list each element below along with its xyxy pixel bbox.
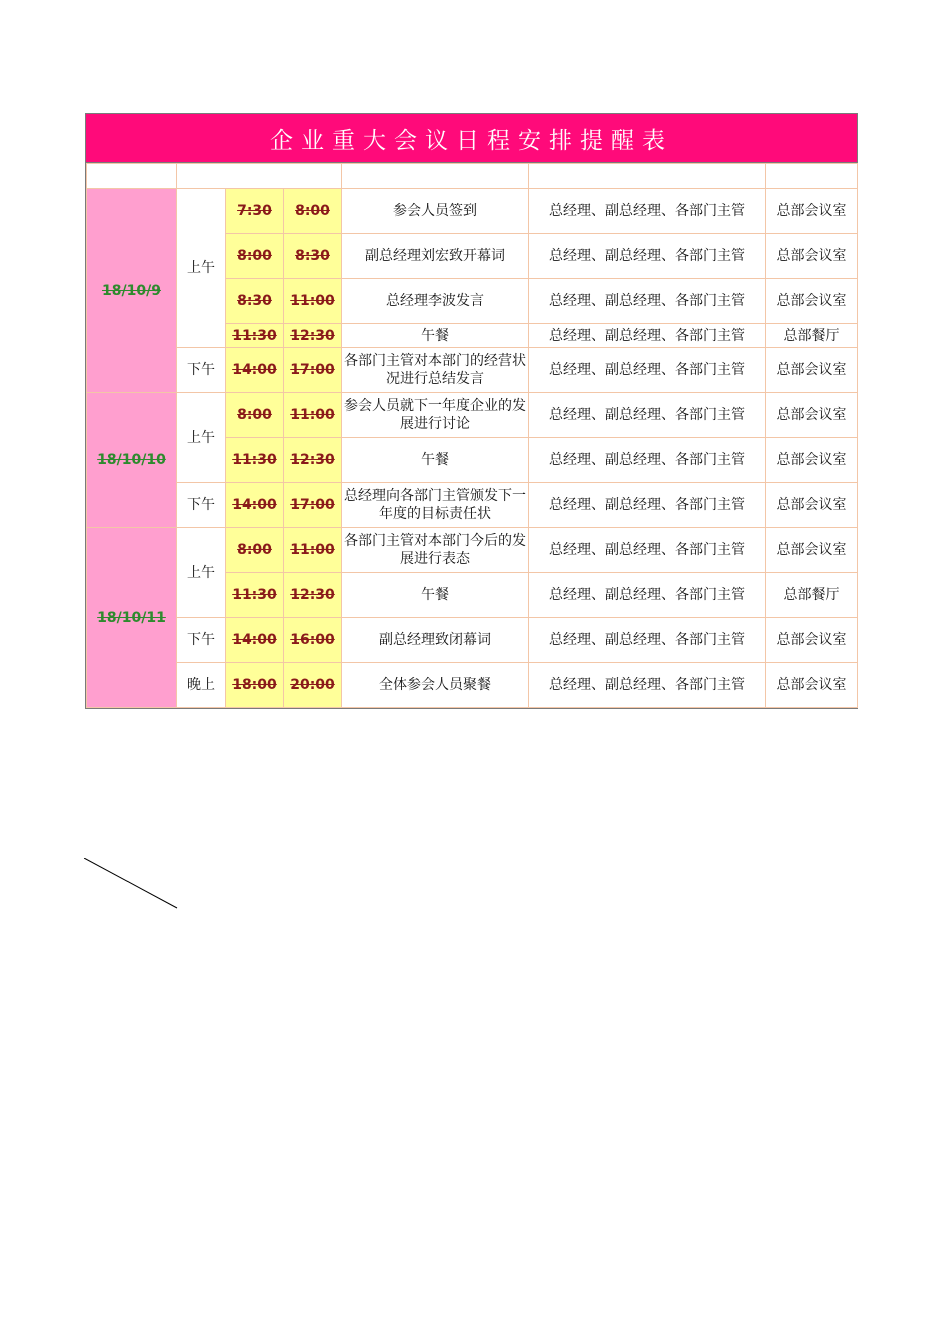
location-cell: 总部会议室 — [766, 348, 858, 393]
start-time-cell: 8:00 — [226, 234, 284, 279]
attendees-cell: 总经理、副总经理、各部门主管 — [529, 618, 766, 663]
content-cell: 总经理向各部门主管颁发下一年度的目标责任状 — [342, 483, 529, 528]
header-cell-location — [766, 164, 858, 189]
attendees-cell: 总经理、副总经理、各部门主管 — [529, 189, 766, 234]
sheet-title: 企业重大会议日程安排提醒表 — [86, 114, 857, 163]
start-time-cell: 18:00 — [226, 663, 284, 708]
attendees-cell: 总经理、副总经理、各部门主管 — [529, 573, 766, 618]
end-time-cell: 11:00 — [284, 393, 342, 438]
end-time-cell: 8:30 — [284, 234, 342, 279]
end-time-cell: 16:00 — [284, 618, 342, 663]
content-cell: 总经理李波发言 — [342, 279, 529, 324]
location-cell: 总部会议室 — [766, 438, 858, 483]
location-cell: 总部会议室 — [766, 528, 858, 573]
period-cell: 下午 — [177, 348, 226, 393]
content-cell: 副总经理致闭幕词 — [342, 618, 529, 663]
end-time-cell: 8:00 — [284, 189, 342, 234]
header-row — [87, 164, 858, 189]
attendees-cell: 总经理、副总经理、各部门主管 — [529, 483, 766, 528]
content-cell: 午餐 — [342, 324, 529, 348]
content-cell: 副总经理刘宏致开幕词 — [342, 234, 529, 279]
schedule-sheet — [85, 113, 858, 709]
content-cell: 参会人员就下一年度企业的发展进行讨论 — [342, 393, 529, 438]
schedule-row — [87, 189, 858, 234]
schedule-body — [87, 164, 858, 708]
location-cell: 总部会议室 — [766, 189, 858, 234]
period-cell: 下午 — [177, 483, 226, 528]
end-time-cell: 20:00 — [284, 663, 342, 708]
end-time-cell: 11:00 — [284, 279, 342, 324]
content-cell: 各部门主管对本部门今后的发展进行表态 — [342, 528, 529, 573]
diagonal-line — [84, 858, 180, 910]
period-cell: 上午 — [177, 189, 226, 348]
date-cell: 18/10/10 — [87, 393, 177, 528]
location-cell: 总部会议室 — [766, 663, 858, 708]
date-cell: 18/10/9 — [87, 189, 177, 393]
date-cell: 18/10/11 — [87, 528, 177, 708]
schedule-row — [87, 663, 858, 708]
schedule-row — [87, 528, 858, 573]
end-time-cell: 17:00 — [284, 348, 342, 393]
attendees-cell: 总经理、副总经理、各部门主管 — [529, 663, 766, 708]
start-time-cell: 8:00 — [226, 393, 284, 438]
period-cell: 上午 — [177, 393, 226, 483]
header-cell-time — [177, 164, 342, 189]
start-time-cell: 11:30 — [226, 438, 284, 483]
location-cell: 总部会议室 — [766, 393, 858, 438]
location-cell: 总部会议室 — [766, 483, 858, 528]
start-time-cell: 8:00 — [226, 528, 284, 573]
start-time-cell: 14:00 — [226, 483, 284, 528]
attendees-cell: 总经理、副总经理、各部门主管 — [529, 348, 766, 393]
attendees-cell: 总经理、副总经理、各部门主管 — [529, 234, 766, 279]
end-time-cell: 12:30 — [284, 573, 342, 618]
end-time-cell: 17:00 — [284, 483, 342, 528]
location-cell: 总部餐厅 — [766, 324, 858, 348]
schedule-row — [87, 393, 858, 438]
start-time-cell: 11:30 — [226, 573, 284, 618]
content-cell: 全体参会人员聚餐 — [342, 663, 529, 708]
start-time-cell: 14:00 — [226, 348, 284, 393]
start-time-cell: 14:00 — [226, 618, 284, 663]
attendees-cell: 总经理、副总经理、各部门主管 — [529, 324, 766, 348]
content-cell: 午餐 — [342, 573, 529, 618]
content-cell: 参会人员签到 — [342, 189, 529, 234]
location-cell: 总部会议室 — [766, 279, 858, 324]
attendees-cell: 总经理、副总经理、各部门主管 — [529, 438, 766, 483]
schedule-row — [87, 618, 858, 663]
content-cell: 午餐 — [342, 438, 529, 483]
location-cell: 总部会议室 — [766, 618, 858, 663]
attendees-cell: 总经理、副总经理、各部门主管 — [529, 279, 766, 324]
period-cell: 上午 — [177, 528, 226, 618]
location-cell: 总部餐厅 — [766, 573, 858, 618]
start-time-cell: 8:30 — [226, 279, 284, 324]
period-cell: 晚上 — [177, 663, 226, 708]
schedule-table — [86, 163, 858, 708]
end-time-cell: 11:00 — [284, 528, 342, 573]
header-cell-content — [342, 164, 529, 189]
attendees-cell: 总经理、副总经理、各部门主管 — [529, 528, 766, 573]
header-cell-date — [87, 164, 177, 189]
end-time-cell: 12:30 — [284, 438, 342, 483]
end-time-cell: 12:30 — [284, 324, 342, 348]
period-cell: 下午 — [177, 618, 226, 663]
start-time-cell: 11:30 — [226, 324, 284, 348]
schedule-row — [87, 348, 858, 393]
start-time-cell: 7:30 — [226, 189, 284, 234]
content-cell: 各部门主管对本部门的经营状况进行总结发言 — [342, 348, 529, 393]
header-cell-attendees — [529, 164, 766, 189]
schedule-row — [87, 483, 858, 528]
attendees-cell: 总经理、副总经理、各部门主管 — [529, 393, 766, 438]
location-cell: 总部会议室 — [766, 234, 858, 279]
